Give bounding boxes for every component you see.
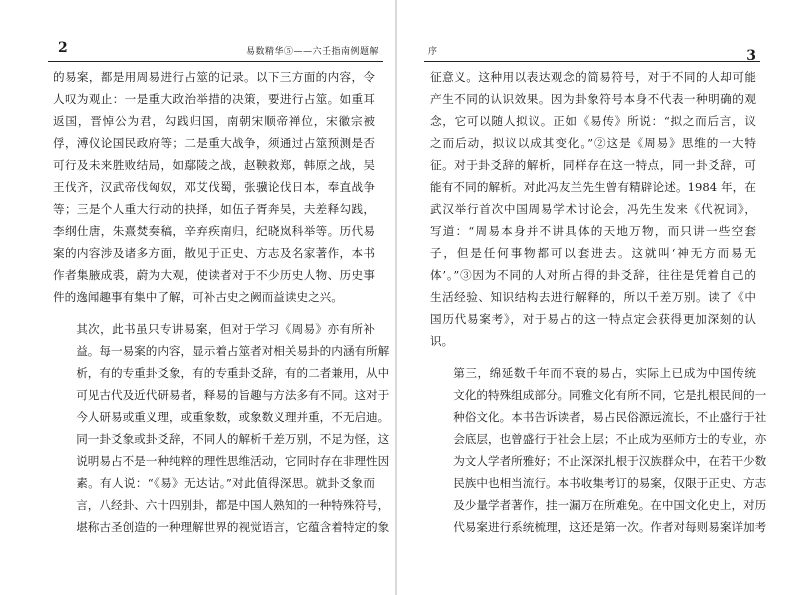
text-line: 及少量学者著作，挂一漏万在所难免。在中国文化史上，对历 [453, 498, 767, 512]
text-line: 作者集腋成裘，蔚为大观，使读者对于不少历史人物、历史事 [53, 268, 375, 282]
left-page-body [53, 66, 390, 538]
text-line: 体’。”③因为不同的人对所占得的卦爻辞，往往是凭着自己的 [430, 268, 756, 282]
left-page-number: 2 [58, 40, 68, 56]
left-running-title: 易数精华⑤——六壬指南例题解 [245, 47, 379, 57]
text-line: 同一卦爻象或卦爻辞，不同人的解析千差万别，不足为怪，这 [76, 432, 390, 446]
text-line: 析，有的专重卦爻象，有的专重卦爻辞，有的二者兼用，从中 [76, 366, 390, 380]
text-line: 为文人学者所雅好；不止深深扎根于汉族群众中，在若干少数 [453, 454, 767, 468]
right-page [397, 0, 793, 595]
text-line: 征意义。这种用以表达观念的简易符号，对于不同的人却可能 [430, 70, 756, 84]
left-page [0, 0, 396, 595]
text-line: 言，八经卦、六十四别卦，都是中国人熟知的一种特殊符号， [76, 498, 390, 512]
right-running-title: 序 [428, 47, 438, 57]
text-line: 益。每一易案的内容，显示着占筮者对相关易卦的内涵有所解 [76, 344, 390, 358]
text-line: 代易案进行系统梳理，这还是第一次。作者对每则易案详加考 [453, 520, 767, 534]
text-line: 人叹为观止：一是重大政治举措的决策，要进行占筮。如重耳 [53, 92, 375, 106]
text-line: 识。 [430, 334, 454, 348]
text-line: 李纲仕唐，朱熹焚奏稿，辛弃疾南归，纪晓岚科举等。历代易 [53, 224, 375, 238]
text-line: 可行及未来胜败结局，如鄢陵之战，赵鞅救郑，韩原之战，吴 [53, 158, 375, 172]
text-line: 之而后动，拟议以成其变化。”②这是《周易》思维的一大特 [430, 136, 756, 150]
text-line: 等；三是个人重大行动的抉择，如伍子胥奔吴，夫差释勾践， [53, 202, 375, 216]
text-line: 会底层，也曾盛行于社会上层；不止成为巫师方士的专业，亦 [453, 432, 767, 446]
left-header-rule [48, 61, 383, 62]
text-line: 素。有人说：“《易》无达诂。”对此值得深思。就卦爻象而 [76, 476, 375, 490]
text-line: 写道：“周易本身并不讲具体的天地万物，而只讲一些空套 [430, 224, 756, 238]
right-page-header [424, 38, 760, 62]
text-line: 文化的特殊组成部分。同雅文化有所不同，它是扎根民间的一 [453, 388, 767, 402]
text-line: 的易案，都是用周易进行占筮的记录。以下三方面的内容，令 [53, 70, 375, 84]
text-line: 能有不同的解析。对此冯友兰先生曾有精辟论述。1984 年，在 [430, 180, 756, 194]
text-line: 民族中也相当流行。本书收集考订的易案，仅限于正史、方志 [453, 476, 767, 490]
text-line: 其次，此书虽只专讲易案，但对于学习《周易》亦有所补 [76, 322, 375, 336]
right-page-number: 3 [746, 48, 756, 64]
text-line: 案的内容涉及诸多方面，散见于正史、方志及名家著作，本书 [53, 246, 375, 260]
paragraph [430, 362, 767, 538]
text-line: 念，它可以随人拟议。正如《易传》所说：“拟之而后言，议 [430, 114, 756, 128]
text-line: 今人研易或重义理，或重象数，或象数义理并重，不无启迪。 [76, 410, 390, 424]
left-page-header [48, 38, 383, 62]
text-line: 国历代易案考》，对于易占的这一特点定会获得更加深刻的认 [430, 312, 756, 326]
text-line: 产生不同的认识效果。因为卦象符号本身不代表一种明确的观 [430, 92, 756, 106]
paragraph [53, 318, 390, 538]
text-line: 王伐齐，汉武帝伐匈奴，邓艾伐蜀，张骥论伐日本，奉直战争 [53, 180, 375, 194]
text-line: 武汉举行首次中国周易学术讨论会，冯先生发来《代祝词》， [430, 202, 756, 216]
text-line: 俘，溥仪论国民政府等；二是重大战争，须通过占筮预测是否 [53, 136, 375, 150]
text-line: 征。对于卦爻辞的解析，同样存在这一特点，同一卦爻辞，可 [430, 158, 756, 172]
right-page-body [430, 66, 767, 538]
text-line: 生活经验、知识结构去进行解释的，所以千差万别。读了《中 [430, 290, 756, 304]
paragraph [430, 66, 756, 352]
text-line: 子，但是任何事物都可以套进去。这就叫‘神无方而易无 [430, 246, 756, 260]
text-line: 种俗文化。本书告诉读者，易占民俗源远流长，不止盛行于社 [453, 410, 767, 424]
right-header-rule [424, 61, 760, 62]
text-line: 可见古代及近代研易者，释易的旨趣与方法多有不同。这对于 [76, 388, 390, 402]
text-line: 件的逸闻趣事有集中了解，可补古史之阙而益读史之兴。 [53, 290, 343, 304]
text-line: 说明易占不是一种纯粹的理性思维活动，它同时存在非理性因 [76, 454, 390, 468]
text-line: 返国，晋悼公为君，勾践归国，南朝宋顺帝禅位，宋徽宗被 [53, 114, 375, 128]
text-line: 堪称古圣创造的一种理解世界的视觉语言，它蕴含着特定的象 [76, 520, 390, 534]
text-line: 第三，绵延数千年而不衰的易占，实际上已成为中国传统 [453, 366, 756, 380]
paragraph [53, 66, 375, 308]
